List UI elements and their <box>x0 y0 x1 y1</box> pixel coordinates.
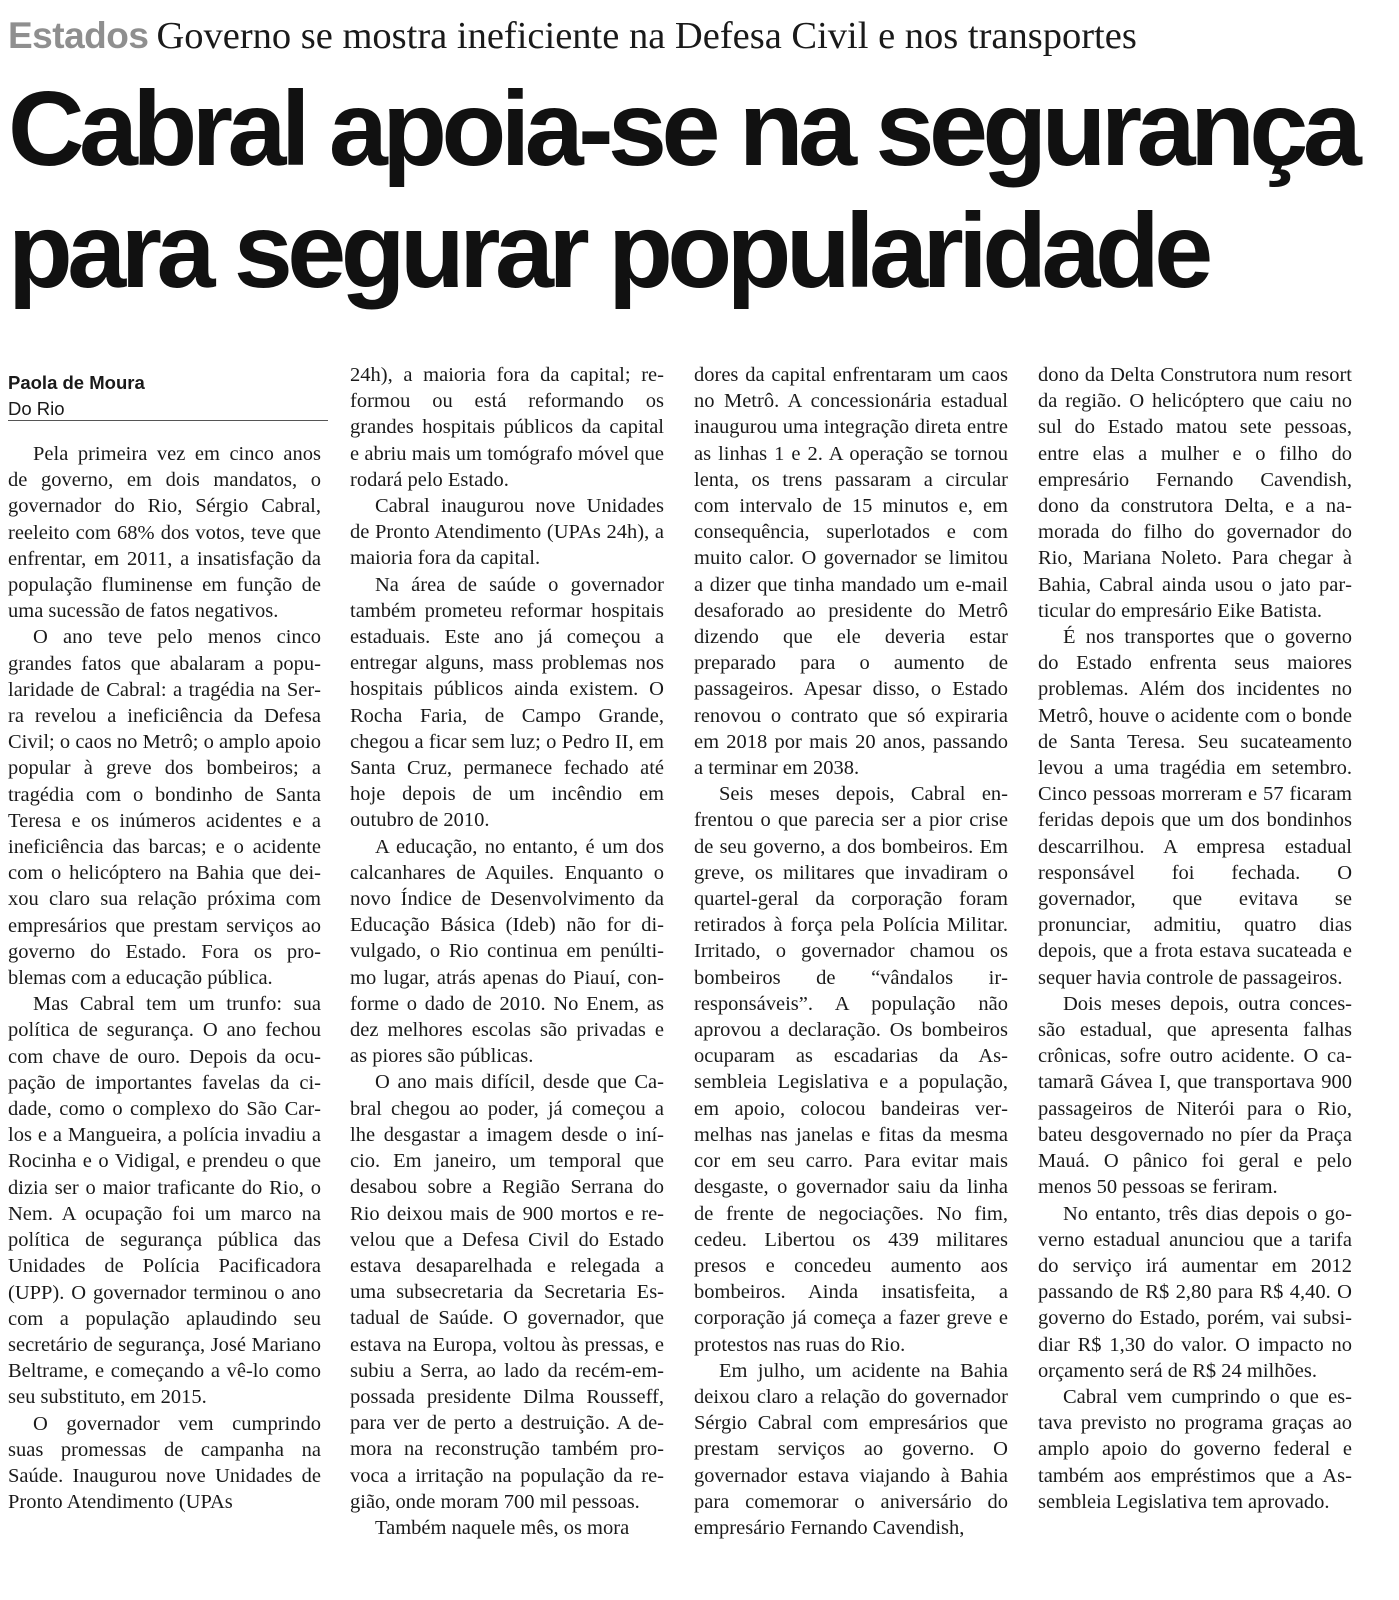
paragraph: 24h), a maioria fora da capital; reformou ou está reformando os grandes hospitais públicos da capital e abriu mais um tomógrafo móvel que rodará pelo Estado. <box>350 364 664 491</box>
dateline-origin: Do Rio <box>8 398 65 419</box>
paragraph: No entanto, três dias depois o governo estadual anunciou que a tarifa do serviço irá aumentar em 2012 passando de R$ 2,80 para R$ 4,40. O governo do Estado, porém, vai subsidiar R$ 1,30 do valor. O impacto no orçamento será de R$ 24 milhões. <box>1038 1202 1352 1382</box>
article-column-3 <box>694 362 1008 1541</box>
paragraph: O ano teve pelo menos cinco grandes fatos que abalaram a popularidade de Cabral: a tragédia na Serra revelou a ineficiência da Defesa Civil; o caos no Metrô; o amplo apoio popular à greve dos bombeiros; a tragédia com o bondinho de Santa Teresa e os inúmeros acidentes e a ineficiência das barcas; e o acidente com o helicóptero na Bahia que deixou claro sua relação próxima com empresários que prestam serviços ao governo do Estado. Fora os problemas com a educação pública. <box>8 626 321 990</box>
paragraph: Dois meses depois, outra concessão estadual, que apresenta falhas crônicas, sofre outro acidente. O catamarã Gávea I, que transportava 900 passageiros de Niterói para o Rio, bateu desgovernado no píer da Praça Mauá. O pânico foi geral e pelo menos 50 pessoas se feriram. <box>1038 992 1352 1199</box>
headline-line-2: para segurar popularidade <box>8 192 1208 310</box>
headline-line-1: Cabral apoia-se na segurança <box>8 70 1357 188</box>
paragraph: Mas Cabral tem um trunfo: sua política de segurança. O ano fechou com chave de ouro. Depois da ocupação de importantes favelas da cidade, como o complexo do São Carlos e a Mangueira, a polícia invadiu a Rocinha e o Vidigal, e prendeu o que dizia ser o maior traficante do Rio, o Nem. A ocupação foi um marco na política de segurança pública das Unidades de Polícia Pacificadora (UPP). O governador terminou o ano com a população aplaudindo seu secretário de segurança, José Mariano Beltrame, e começando a vê-lo como seu substituto, em 2015. <box>8 993 321 1409</box>
paragraph: O ano mais difícil, desde que Cabral chegou ao poder, já começou a lhe desgastar a imagem desde o início. Em janeiro, um temporal que desabou sobre a Região Serrana do Rio deixou mais de 900 mortos e revelou que a Defesa Civil do Estado estava desaparelhada e relegada a uma subsecretaria da Secretaria Estadual de Saúde. O governador, que estava na Europa, voltou às pressas, e subiu a Serra, ao lado da recém-empossada presidente Dilma Rousseff, para ver de perto a destruição. A demora na reconstrução também provoca a irritação na população da região, onde moram 700 mil pessoas. <box>350 1071 664 1513</box>
paragraph: Cabral inaugurou nove Unidades de Pronto Atendimento (UPAs 24h), a maioria fora da capital. <box>350 495 664 570</box>
paragraph: Pela primeira vez em cinco anos de governo, em dois mandatos, o governador do Rio, Sérgio Cabral, reeleito com 68% dos votos, teve que enfrentar, em 2011, a insatisfação da população fluminense em função de uma sucessão de fatos negativos. <box>8 443 321 623</box>
paragraph: Em julho, um acidente na Bahia deixou claro a relação do governador Sérgio Cabral com empresários que prestam serviços ao governo. O governador estava viajando à Bahia para comemorar o aniversário do empresário Fernando Cavendish, <box>694 1359 1008 1539</box>
paragraph: Cabral vem cumprindo o que estava previsto no programa graças ao amplo apoio do governo federal e também aos empréstimos que a Assembleia Legislativa tem aprovado. <box>1038 1385 1352 1513</box>
paragraph: É nos transportes que o governo do Estado enfrenta seus maiores problemas. Além dos incidentes no Metrô, houve o acidente com o bonde de Santa Teresa. Seu sucateamento levou a uma tragédia em setembro. Cinco pessoas morreram e 57 ficaram feridas depois que um dos bondinhos descarrilhou. A empresa estadual responsável foi fechada. O governador, que evitava se pronunciar, admitiu, quatro dias depois, que a frota estava sucateada e sequer havia controle de passageiros. <box>1038 626 1352 989</box>
kicker-line <box>8 6 1393 66</box>
author-name: Paola de Moura <box>8 372 145 393</box>
byline-divider <box>8 420 328 421</box>
section-label: Estados <box>8 15 149 56</box>
paragraph: dono da Delta Construtora num resort da região. O helicóptero que caiu no sul do Estado matou sete pessoas, entre elas a mulher e o filho do empresário Fernando Cavendish, dono da construtora Delta, e a namorada do filho do governador do Rio, Mariana Noleto. Para chegar à Bahia, Cabral ainda usou o jato particular do empresário Eike Batista. <box>1038 364 1352 622</box>
paragraph: O governador vem cumprindo suas promessas de campanha na Saúde. Inaugurou nove Unidades de Pronto Atendimento (UPAs <box>8 1412 321 1514</box>
paragraph: Na área de saúde o governador também prometeu reformar hospitais estaduais. Este ano já começou a entregar alguns, mass problemas nos hospitais públicos ainda existem. O Rocha Faria, de Campo Grande, chegou a ficar sem luz; o Pedro II, em Santa Cruz, permanece fechado até hoje depois de um incêndio em outubro de 2010. <box>350 573 664 832</box>
paragraph: dores da capital enfrentaram um caos no Metrô. A concessionária estadual inaugurou uma integração direta entre as linhas 1 e 2. A operação se tornou lenta, os trens passaram a circular com intervalo de 15 minutos e, em consequência, superlotados e com muito calor. O governador se limitou a dizer que tinha mandado um e-mail desaforado ao presidente do Metrô dizendo que ele deveria estar preparado para o aumento de passageiros. Apesar disso, o Estado renovou o contrato que só expiraria em 2018 por mais 20 anos, passando a terminar em 2038. <box>694 364 1008 780</box>
article-column-4 <box>1038 362 1352 1515</box>
paragraph: Também naquele mês, os mora <box>375 1516 630 1539</box>
byline <box>8 370 328 422</box>
article-column-2 <box>350 362 664 1541</box>
headline <box>8 68 1393 312</box>
paragraph: A educação, no entanto, é um dos calcanhares de Aquiles. Enquanto o novo Índice de Desenvolvimento da Educação Básica (Ideb) não for divulgado, o Rio continua em penúltimo lugar, atrás apenas do Piauí, conforme o dado de 2010. No Enem, as dez melhores escolas são privadas e as piores são públicas. <box>350 835 664 1068</box>
article-column-1 <box>8 441 321 1515</box>
deck-subtitle: Governo se mostra ineficiente na Defesa Civil e nos transportes <box>156 15 1137 57</box>
paragraph: Seis meses depois, Cabral enfrentou o que parecia ser a pior crise de seu governo, a dos bombeiros. Em greve, os militares que invadiram o quartel-geral da corporação foram retirados à força pela Polícia Militar. Irritado, o governador chamou os bombeiros de “vândalos irresponsáveis”. A população não aprovou a declaração. Os bombeiros ocuparam as escadarias da Assembleia Legislativa e a população, em apoio, colocou bandeiras vermelhas nas janelas e fitas da mesma cor em seu carro. Para evitar mais desgaste, o governador saiu da linha de frente de negociações. No fim, cedeu. Libertou os 439 militares presos e concedeu aumento aos bombeiros. Ainda insatisfeita, a corporação já começa a fazer greve e protestos nas ruas do Rio. <box>694 783 1008 1356</box>
